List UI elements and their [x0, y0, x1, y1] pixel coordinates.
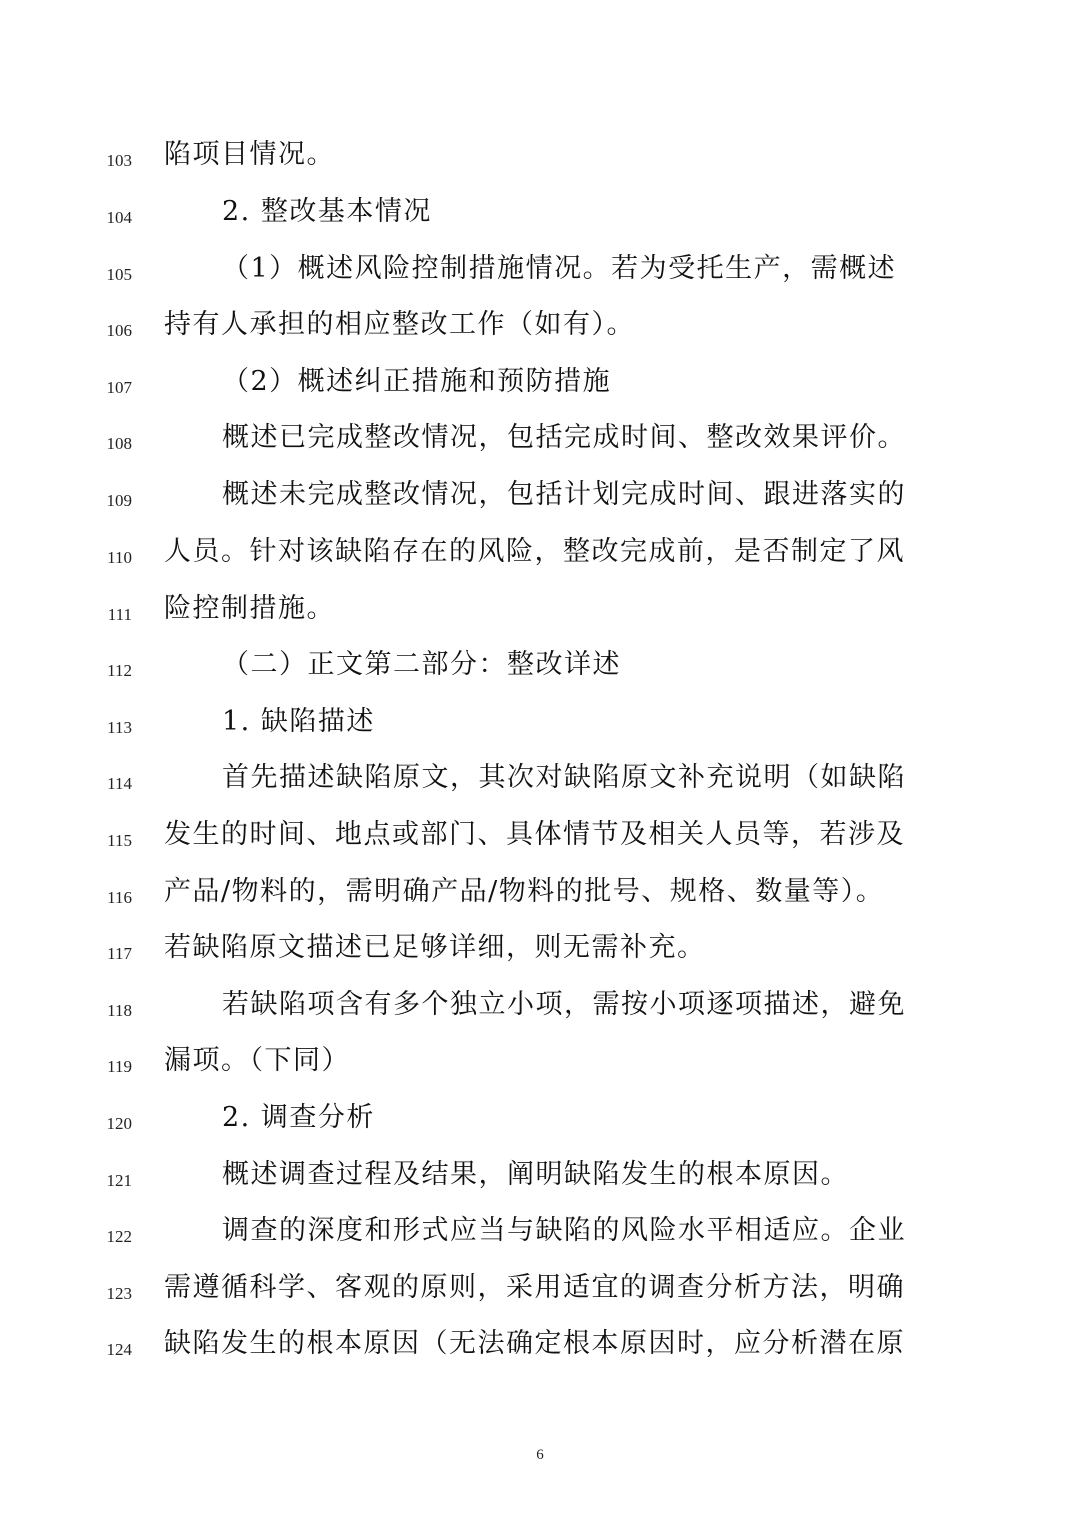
line-number: 106 [106, 321, 132, 340]
section-heading: 2. 整改基本情况 [222, 196, 432, 227]
text-line [0, 870, 1080, 926]
text-line [0, 700, 1080, 756]
line-number: 107 [106, 378, 132, 397]
text-line [0, 813, 1080, 869]
text-line [0, 473, 1080, 529]
line-text: 陷项目情况。 [164, 139, 335, 170]
text-line [0, 360, 1080, 416]
line-number: 111 [107, 605, 132, 624]
line-text: 需遵循科学、客观的原则，采用适宜的调查分析方法，明确 [164, 1272, 905, 1303]
line-text: 产品/物料的，需明确产品/物料的批号、规格、数量等）。 [164, 876, 885, 907]
line-number: 108 [106, 434, 132, 453]
line-number: 123 [106, 1284, 132, 1303]
text-line [0, 587, 1080, 643]
line-text: 发生的时间、地点或部门、具体情节及相关人员等，若涉及 [164, 819, 905, 850]
text-line [0, 1266, 1080, 1322]
text-line [0, 643, 1080, 699]
text-line [0, 1153, 1080, 1209]
line-text: 缺陷发生的根本原因（无法确定根本原因时，应分析潜在原 [164, 1328, 905, 1359]
line-number: 116 [107, 888, 132, 907]
line-number: 118 [107, 1001, 132, 1020]
line-number: 105 [106, 265, 132, 284]
line-number: 115 [107, 831, 132, 850]
line-number: 119 [107, 1057, 132, 1076]
line-text: （2）概述纠正措施和预防措施 [222, 366, 612, 397]
text-line [0, 1039, 1080, 1095]
text-line [0, 247, 1080, 303]
text-line [0, 530, 1080, 586]
text-line [0, 926, 1080, 982]
line-number: 114 [107, 774, 132, 793]
line-text: 持有人承担的相应整改工作（如有）。 [164, 309, 635, 340]
text-line [0, 1096, 1080, 1152]
line-number: 112 [107, 661, 132, 680]
line-text: 首先描述缺陷原文，其次对缺陷原文补充说明（如缺陷 [222, 762, 906, 793]
section-heading: 1. 缺陷描述 [222, 706, 375, 737]
line-text: 若缺陷项含有多个独立小项，需按小项逐项描述，避免 [222, 989, 906, 1020]
line-number: 122 [106, 1227, 132, 1246]
text-line [0, 190, 1080, 246]
line-text: 概述未完成整改情况，包括计划完成时间、跟进落实的 [222, 479, 906, 510]
line-number: 103 [106, 151, 132, 170]
section-heading: （二）正文第二部分：整改详述 [222, 649, 621, 680]
text-line [0, 303, 1080, 359]
line-text: 险控制措施。 [164, 593, 335, 624]
line-text: （1）概述风险控制措施情况。若为受托生产，需概述 [222, 253, 897, 284]
text-line [0, 133, 1080, 189]
line-text: 若缺陷原文描述已足够详细，则无需补充。 [164, 932, 706, 963]
section-heading: 2. 调查分析 [222, 1102, 375, 1133]
line-number: 120 [106, 1114, 132, 1133]
line-number: 109 [106, 491, 132, 510]
line-text: 概述调查过程及结果，阐明缺陷发生的根本原因。 [222, 1159, 849, 1190]
text-line [0, 1209, 1080, 1265]
line-text: 人员。针对该缺陷存在的风险，整改完成前，是否制定了风 [164, 536, 905, 567]
line-number: 113 [107, 718, 132, 737]
page-number: 6 [536, 1447, 544, 1463]
line-number: 104 [106, 208, 132, 227]
text-line [0, 983, 1080, 1039]
line-number: 121 [106, 1171, 132, 1190]
text-line [0, 1322, 1080, 1378]
text-line [0, 756, 1080, 812]
line-number: 117 [107, 944, 132, 963]
line-text: 调查的深度和形式应当与缺陷的风险水平相适应。企业 [222, 1215, 906, 1246]
text-line [0, 416, 1080, 472]
line-number: 124 [106, 1340, 132, 1359]
line-text: 漏项。（下同） [164, 1045, 350, 1076]
line-text: 概述已完成整改情况，包括完成时间、整改效果评价。 [222, 422, 906, 453]
line-number: 110 [107, 548, 132, 567]
